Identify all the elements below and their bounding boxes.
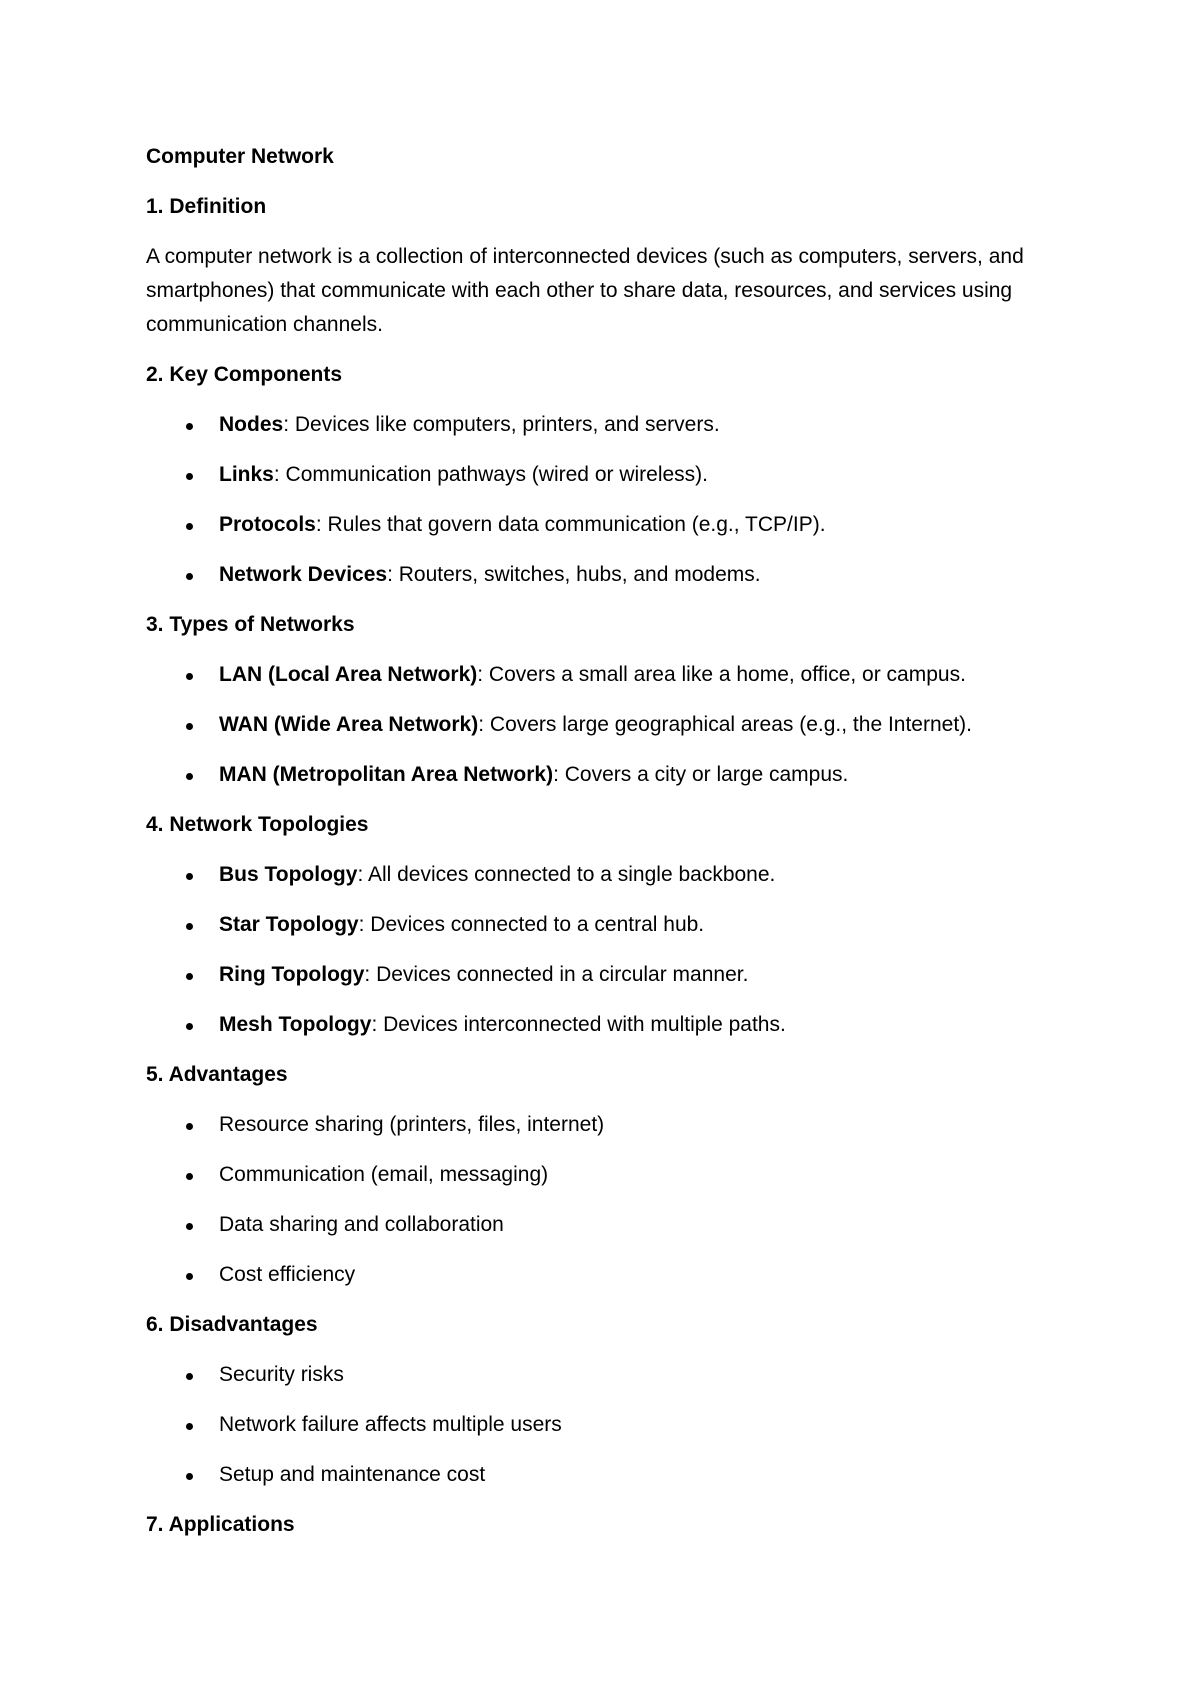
- list-item-term: Mesh Topology: [219, 1013, 372, 1036]
- key-components-list: [146, 408, 1066, 592]
- list-item-term: Bus Topology: [219, 863, 358, 886]
- bullet-icon: [186, 523, 193, 530]
- list-item-text: : All devices connected to a single backbone.: [357, 863, 776, 886]
- list-item-term: Ring Topology: [219, 963, 365, 986]
- list-item-term: Nodes: [219, 413, 284, 436]
- list-item-text: : Covers a small area like a home, office, or campus.: [477, 663, 966, 686]
- list-item-text: Resource sharing (printers, files, internet): [219, 1113, 605, 1136]
- list-item-text: : Communication pathways (wired or wireless).: [273, 463, 708, 486]
- bullet-icon: [186, 873, 193, 880]
- bullet-icon: [186, 923, 193, 930]
- list-item-text: : Devices interconnected with multiple paths.: [371, 1013, 786, 1036]
- list-item: [146, 458, 1066, 492]
- list-item: [146, 858, 1066, 892]
- list-item-term: Links: [219, 463, 274, 486]
- list-item-text: Cost efficiency: [219, 1263, 356, 1286]
- list-item: [146, 1458, 1066, 1492]
- bullet-icon: [186, 1173, 193, 1180]
- list-item: [146, 1208, 1066, 1242]
- bullet-icon: [186, 1223, 193, 1230]
- section-heading-advantages: 5. Advantages: [146, 1063, 288, 1086]
- network-types-list: [146, 658, 1066, 792]
- list-item-term: Star Topology: [219, 913, 359, 936]
- bullet-icon: [186, 573, 193, 580]
- section-heading-network-topologies: 4. Network Topologies: [146, 813, 369, 836]
- topologies-list: [146, 858, 1066, 1042]
- bullet-icon: [186, 673, 193, 680]
- list-item-text: Data sharing and collaboration: [219, 1213, 504, 1236]
- section-heading-applications: 7. Applications: [146, 1513, 295, 1536]
- list-item-text: : Routers, switches, hubs, and modems.: [387, 563, 761, 586]
- list-item: [146, 758, 1066, 792]
- list-item: [146, 958, 1066, 992]
- list-item-term: Protocols: [219, 513, 316, 536]
- document-title: Computer Network: [146, 145, 334, 168]
- bullet-icon: [186, 1023, 193, 1030]
- list-item: [146, 658, 1066, 692]
- list-item: [146, 1408, 1066, 1442]
- bullet-icon: [186, 973, 193, 980]
- definition-paragraph: A computer network is a collection of interconnected devices (such as computers, servers, and smartphones) that communicate with each other to share data, resources, and services using communication channels.: [146, 245, 1024, 336]
- bullet-icon: [186, 423, 193, 430]
- list-item: [146, 558, 1066, 592]
- bullet-icon: [186, 1473, 193, 1480]
- section-heading-disadvantages: 6. Disadvantages: [146, 1313, 318, 1336]
- list-item: [146, 1258, 1066, 1292]
- list-item-text: Security risks: [219, 1363, 344, 1386]
- bullet-icon: [186, 1423, 193, 1430]
- list-item-term: Network Devices: [219, 563, 388, 586]
- bullet-icon: [186, 1273, 193, 1280]
- list-item-term: LAN (Local Area Network): [219, 663, 478, 686]
- list-item-text: : Devices connected to a central hub.: [358, 913, 705, 936]
- document-content: [146, 140, 1066, 1558]
- bullet-icon: [186, 723, 193, 730]
- list-item-text: Communication (email, messaging): [219, 1163, 549, 1186]
- section-heading-definition: 1. Definition: [146, 195, 267, 218]
- bullet-icon: [186, 773, 193, 780]
- list-item-term: MAN (Metropolitan Area Network): [219, 763, 554, 786]
- list-item: [146, 1108, 1066, 1142]
- list-item: [146, 1358, 1066, 1392]
- bullet-icon: [186, 473, 193, 480]
- section-heading-types-of-networks: 3. Types of Networks: [146, 613, 355, 636]
- list-item-text: : Devices connected in a circular manner.: [364, 963, 749, 986]
- bullet-icon: [186, 1373, 193, 1380]
- list-item-text: : Rules that govern data communication (e.g., TCP/IP).: [315, 513, 826, 536]
- disadvantages-list: [146, 1358, 1066, 1492]
- list-item-text: : Covers large geographical areas (e.g., the Internet).: [478, 713, 973, 736]
- advantages-list: [146, 1108, 1066, 1292]
- list-item-text: : Covers a city or large campus.: [553, 763, 849, 786]
- section-heading-key-components: 2. Key Components: [146, 363, 343, 386]
- list-item: [146, 908, 1066, 942]
- list-item-text: Setup and maintenance cost: [219, 1463, 486, 1486]
- list-item: [146, 708, 1066, 742]
- list-item: [146, 408, 1066, 442]
- list-item: [146, 508, 1066, 542]
- list-item-text: Network failure affects multiple users: [219, 1413, 562, 1436]
- list-item: [146, 1008, 1066, 1042]
- list-item-text: : Devices like computers, printers, and servers.: [283, 413, 720, 436]
- list-item-term: WAN (Wide Area Network): [219, 713, 479, 736]
- list-item: [146, 1158, 1066, 1192]
- bullet-icon: [186, 1123, 193, 1130]
